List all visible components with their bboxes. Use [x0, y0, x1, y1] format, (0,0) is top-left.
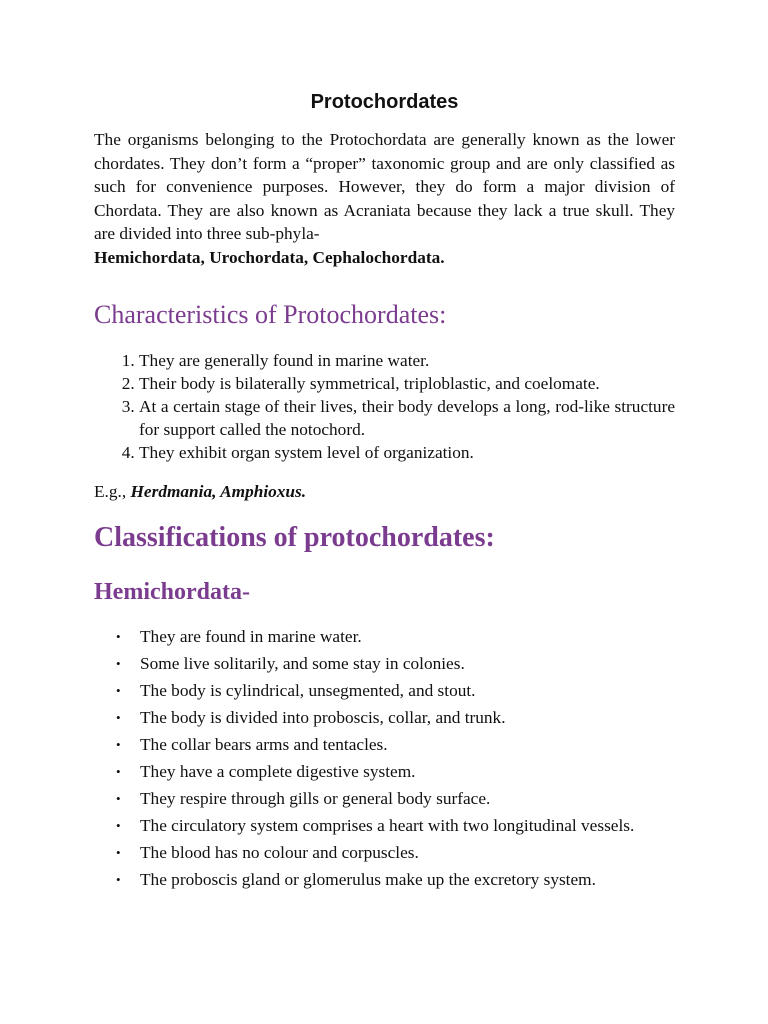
list-item: • The circulatory system comprises a heart with two longitudinal vessels.: [116, 816, 635, 835]
list-item: • The collar bears arms and tentacles.: [116, 735, 388, 754]
bullet-icon: •: [116, 683, 121, 698]
document-page: [94, 88, 675, 895]
bullet-icon: •: [116, 656, 121, 671]
list-item: 2. Their body is bilaterally symmetrical, triploblastic, and coelomate.: [139, 372, 675, 395]
list-item: • The body is divided into proboscis, collar, and trunk.: [116, 708, 506, 727]
characteristics-heading: Characteristics of Protochordates:: [94, 300, 447, 329]
bullet-icon: •: [116, 764, 121, 779]
intro-paragraph: [94, 128, 675, 269]
bullet-icon: •: [116, 737, 121, 752]
hemichordata-heading: Hemichordata-: [94, 579, 250, 605]
intro-text: The organisms belonging to the Protochordata are generally known as the lower chordates. They don’t form a “proper” taxonomic group and are only classified as such for convenience purposes. However, they do form a major division of Chordata. They are also known as Acraniata because they lack a true skull. They are divided into three sub-phyla-: [94, 130, 675, 243]
list-item: • They respire through gills or general body surface.: [116, 789, 491, 808]
characteristics-list: [94, 349, 675, 464]
example-species: Herdmania, Amphioxus.: [130, 482, 307, 501]
bullet-icon: •: [116, 710, 121, 725]
example-line: [94, 480, 675, 503]
bullet-icon: •: [116, 818, 121, 833]
list-item: • The proboscis gland or glomerulus make up the excretory system.: [116, 870, 596, 889]
list-item: 1. They are generally found in marine water.: [139, 349, 675, 372]
bullet-icon: •: [116, 872, 121, 887]
page-title: Protochordates: [310, 91, 459, 113]
classifications-heading: Classifications of protochordates:: [94, 522, 495, 553]
list-item: • They are found in marine water.: [116, 627, 362, 646]
list-item: 3. At a certain stage of their lives, their body develops a long, rod-like structure for support called the notochord.: [139, 395, 675, 441]
hemichordata-list: [94, 625, 675, 891]
list-item: • They have a complete digestive system.: [116, 762, 416, 781]
list-item: • The body is cylindrical, unsegmented, and stout.: [116, 681, 476, 700]
bullet-icon: •: [116, 791, 121, 806]
example-prefix: E.g.,: [94, 482, 131, 501]
bullet-icon: •: [116, 845, 121, 860]
list-item: 4. They exhibit organ system level of organization.: [139, 441, 675, 464]
bullet-icon: •: [116, 629, 121, 644]
list-item: • Some live solitarily, and some stay in colonies.: [116, 654, 465, 673]
list-item: • The blood has no colour and corpuscles.: [116, 843, 419, 862]
intro-subphyla: Hemichordata, Urochordata, Cephalochordata.: [94, 247, 445, 267]
